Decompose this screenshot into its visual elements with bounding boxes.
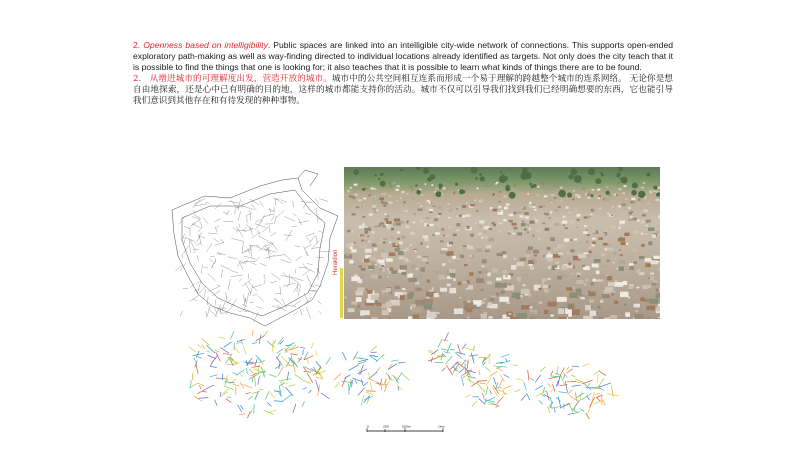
- scale-label-500: 500m: [402, 424, 411, 429]
- scale-label-0: 0: [367, 424, 369, 429]
- street-map-image: [170, 168, 340, 328]
- text-block: [133, 40, 673, 107]
- street-map-outline: [172, 170, 338, 326]
- paragraph-zh-number: 2.: [133, 73, 142, 84]
- photo-credit: Heraklion: [333, 249, 339, 275]
- paragraph-zh-body: 城市中的公共空间相互连系而形成一个易于理解的跨越整个城市的连系网络。 无论你是想自由地探索，还是心中已有明确的目的地，这样的城市都能支持你的活动。城市不仅可以引导我们找到我们已经明确想要的东西，它也能引导我们意识到其他存在和有待发现的种种事物。: [133, 73, 673, 107]
- photo-credit-strip: [340, 268, 343, 318]
- paragraph-number: 2.: [133, 40, 141, 50]
- aerial-city-photo: [344, 167, 660, 319]
- network-graphs: [170, 322, 660, 432]
- scale-label-250: 250: [383, 424, 389, 429]
- scale-label-1km: 1km: [438, 424, 445, 429]
- scale-bar: [365, 424, 445, 434]
- paragraph-zh-heading: 从增进城市的可理解度出发，营造开放的城市。: [149, 73, 332, 84]
- paragraph-english: [133, 40, 673, 74]
- paragraph-heading: Openness based on intelligibility: [143, 40, 268, 50]
- street-map-streets: [175, 198, 331, 322]
- aerial-city-texture: [344, 167, 660, 319]
- paragraph-chinese: [133, 74, 673, 108]
- paragraph-body: . Public spaces are linked into an intelligible city-wide network of connections. This supports open-ended exploratory path-making as well as way-finding directed to individual locations already identified as targets. Not only does the city teach that it is possible to find the things that one is looking for; it also teaches that it is possible to learn what kinds of things there are to be found.: [133, 40, 674, 73]
